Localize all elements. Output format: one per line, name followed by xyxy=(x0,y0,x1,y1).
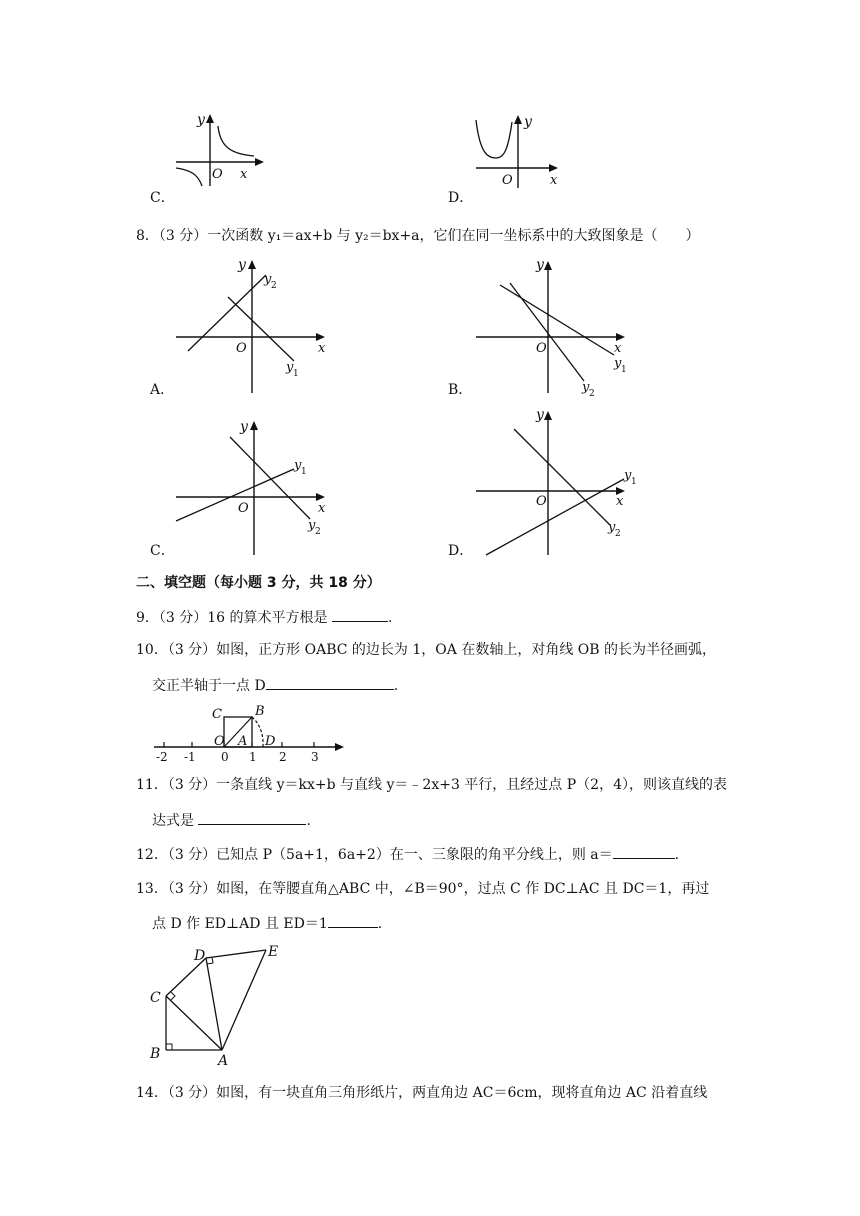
q8-graph-a xyxy=(170,255,340,400)
svg-text:y: y xyxy=(624,468,632,483)
q12-answer-blank xyxy=(613,844,675,859)
svg-text:1: 1 xyxy=(249,750,257,764)
svg-text:y: y xyxy=(582,380,590,395)
q8-option-c-label: C． xyxy=(150,543,175,559)
q11-line1: 11．（3 分）一条直线 y＝kx+b 与直线 y＝﹣2x+3 平行，且经过点 P（2，4），则该直线的表 xyxy=(136,777,727,793)
svg-text:1: 1 xyxy=(301,467,307,477)
q10-line2: 交正半轴于一点 D . xyxy=(152,675,398,696)
q8-option-a-label: A． xyxy=(150,382,175,398)
svg-text:D: D xyxy=(265,734,276,749)
section-2-title: 二、填空题（每小题 3 分，共 18 分） xyxy=(136,575,381,591)
q13-answer-blank xyxy=(328,913,378,928)
q11-line2: 达式是 . xyxy=(152,810,311,831)
svg-text:O: O xyxy=(236,341,247,356)
q7-option-c-label: C． xyxy=(150,190,175,206)
q11-answer-blank xyxy=(198,810,306,825)
svg-text:C: C xyxy=(150,990,161,1006)
svg-text:D: D xyxy=(194,948,206,964)
svg-text:O: O xyxy=(238,501,249,516)
svg-text:O: O xyxy=(536,341,547,356)
svg-text:-1: -1 xyxy=(184,750,196,764)
q13-line1: 13．（3 分）如图，在等腰直角△ABC 中，∠B＝90°，过点 C 作 DC⊥AC 且 DC＝1，再过 xyxy=(136,881,710,897)
svg-text:y: y xyxy=(524,114,532,130)
q10-line1: 10．（3 分）如图，正方形 OABC 的边长为 1，OA 在数轴上，对角线 OB 的长为半径画弧， xyxy=(136,642,716,658)
svg-text:2: 2 xyxy=(589,389,595,399)
svg-text:A: A xyxy=(238,734,248,749)
svg-text:2: 2 xyxy=(315,527,321,537)
svg-text:y: y xyxy=(240,419,248,435)
svg-text:y: y xyxy=(614,356,622,371)
svg-text:O: O xyxy=(502,173,513,188)
q13-line2: 点 D 作 ED⊥AD 且 ED＝1 . xyxy=(152,913,382,934)
svg-text:0: 0 xyxy=(221,750,229,764)
q10-answer-blank xyxy=(266,675,394,690)
svg-text:2: 2 xyxy=(279,750,287,764)
svg-text:x: x xyxy=(318,341,326,356)
q8-graph-d xyxy=(470,405,645,560)
svg-text:B: B xyxy=(255,704,265,719)
svg-text:E: E xyxy=(268,944,279,960)
svg-text:O: O xyxy=(214,734,225,749)
q12-text: 12．（3 分）已知点 P（5a+1，6a+2）在一、三象限的角平分线上，则 a＝ . xyxy=(136,844,679,865)
svg-text:2: 2 xyxy=(271,281,277,291)
q7-graph-c xyxy=(170,110,280,190)
svg-text:A: A xyxy=(218,1053,229,1069)
svg-text:x: x xyxy=(614,341,622,356)
q13-triangle-figure xyxy=(146,940,296,1069)
svg-text:x: x xyxy=(550,173,558,188)
svg-text:y: y xyxy=(286,360,294,375)
q7c-y-label: y xyxy=(197,112,205,128)
svg-text:y: y xyxy=(308,518,316,533)
q7-graph-d xyxy=(470,110,580,190)
svg-text:2: 2 xyxy=(615,529,621,539)
q8-graph-b xyxy=(470,255,640,400)
svg-text:y: y xyxy=(294,458,302,473)
svg-text:1: 1 xyxy=(621,365,627,375)
svg-text:y: y xyxy=(536,407,544,423)
q8-option-b-label: B． xyxy=(448,382,473,398)
svg-text:y: y xyxy=(264,272,272,287)
q7-option-d-label: D． xyxy=(448,190,474,206)
svg-text:y: y xyxy=(536,257,544,273)
svg-text:O: O xyxy=(212,167,223,182)
q8-graph-c xyxy=(170,415,340,560)
svg-text:y: y xyxy=(238,257,246,273)
q9-answer-blank xyxy=(332,607,388,622)
svg-text:C: C xyxy=(212,707,222,722)
svg-text:3: 3 xyxy=(311,750,319,764)
svg-text:1: 1 xyxy=(293,369,299,379)
svg-text:1: 1 xyxy=(631,477,637,487)
svg-text:y: y xyxy=(608,520,616,535)
q9-text: 9．（3 分）16 的算术平方根是 . xyxy=(136,607,392,628)
q8-stem: 8．（3 分）一次函数 y₁＝ax+b 与 y₂＝bx+a，它们在同一坐标系中的大致图象是（ ） xyxy=(136,228,700,244)
q14-line1: 14．（3 分）如图，有一块直角三角形纸片，两直角边 AC＝6cm，现将直角边 AC 沿着直线 xyxy=(136,1085,708,1101)
svg-text:x: x xyxy=(616,494,624,509)
svg-text:O: O xyxy=(536,494,547,509)
q8-option-d-label: D． xyxy=(448,543,474,559)
svg-text:x: x xyxy=(318,501,326,516)
q10-number-line-figure xyxy=(150,700,350,762)
svg-text:B: B xyxy=(150,1046,161,1062)
svg-text:x: x xyxy=(240,167,248,182)
svg-text:-2: -2 xyxy=(156,750,168,764)
